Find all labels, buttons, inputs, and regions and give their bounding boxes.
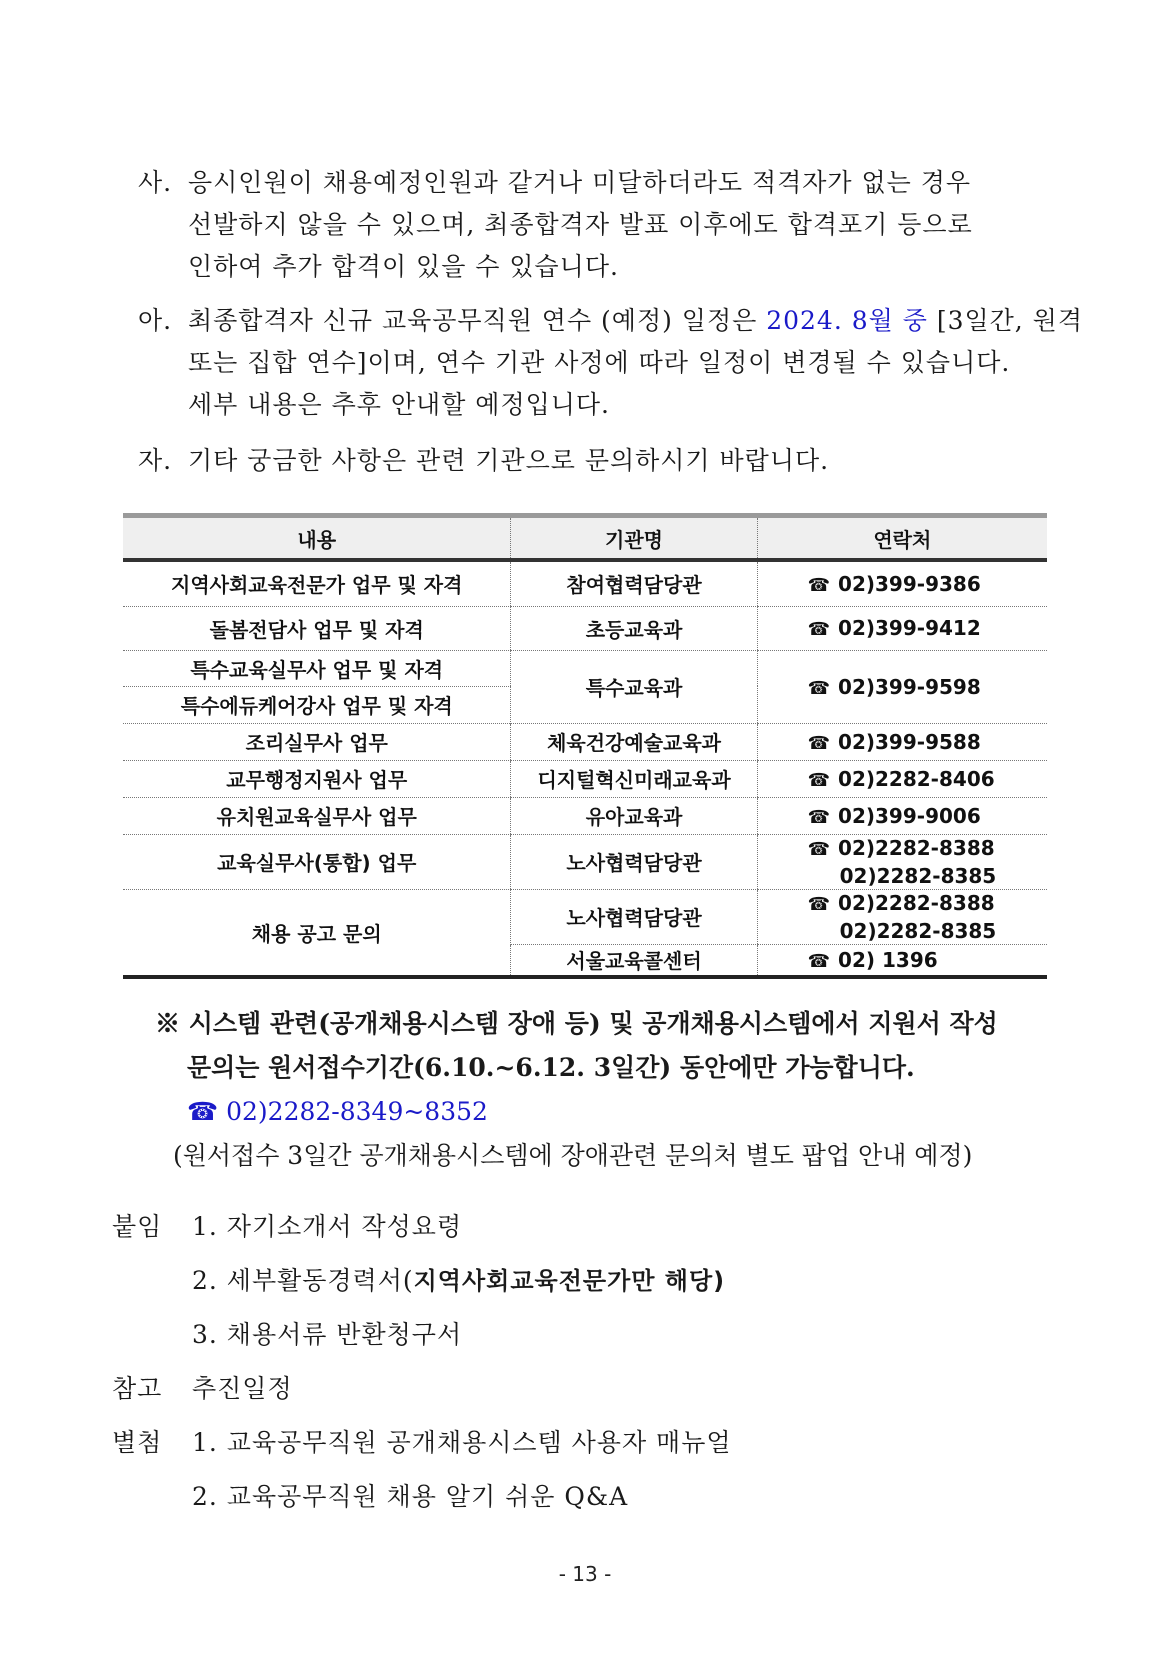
- table-row: [123, 797, 1047, 834]
- cell-agency: 체육건강예술교육과: [511, 723, 757, 760]
- cell-agency: 특수교육과: [511, 650, 757, 723]
- phone-icon: ☎: [807, 769, 831, 791]
- cell-content: 지역사회교육전문가 업무 및 자격: [123, 560, 511, 606]
- cell-agency: 노사협력담당관: [511, 889, 757, 944]
- cell-agency: 노사협력담당관: [511, 834, 757, 889]
- cell-phone: [757, 834, 1047, 889]
- paragraph-text: 또는 집합 연수]이며, 연수 기관 사정에 따라 일정이 변경될 수 있습니다.: [188, 348, 1011, 377]
- table-row: [123, 650, 1047, 686]
- cell-phone: [757, 797, 1047, 834]
- reference-label: 참고: [112, 1374, 163, 1403]
- cell-phone: [757, 560, 1047, 606]
- phone-number: 02)2282-8385: [839, 863, 997, 888]
- page-number: - 13 -: [558, 1562, 612, 1586]
- reference-item: 추진일정: [192, 1374, 293, 1403]
- attach-item-note: 지역사회교육전문가만 해당): [413, 1267, 726, 1295]
- phone-icon: ☎: [187, 1097, 219, 1126]
- cell-agency: 서울교육콜센터: [511, 944, 757, 977]
- table-row: [123, 760, 1047, 797]
- attachments: [112, 1200, 732, 1524]
- phone-number: 02)399-9598: [838, 674, 981, 699]
- paragraph-text: 인하여 추가 합격이 있을 수 있습니다.: [188, 252, 619, 281]
- list-marker: 사.: [138, 168, 173, 197]
- phone-number: 02) 1396: [838, 947, 938, 972]
- phone-icon: ☎: [807, 732, 831, 754]
- phone-number: 02)399-9386: [838, 571, 981, 596]
- phone-icon: ☎: [807, 619, 831, 640]
- header-content: 내용: [123, 516, 511, 561]
- cell-content: 돌봄전담사 업무 및 자격: [123, 606, 511, 650]
- phone-icon: ☎: [807, 677, 831, 699]
- cell-phone: [757, 723, 1047, 760]
- paragraph-text: 최종합격자 신규 교육공무직원 연수 (예정) 일정은: [188, 306, 767, 335]
- header-agency: 기관명: [511, 516, 757, 561]
- note-phone: 02)2282-8349~8352: [226, 1097, 488, 1126]
- cell-phone: [757, 606, 1047, 650]
- table-row: [123, 723, 1047, 760]
- system-note: [155, 1002, 1075, 1178]
- paragraph-text: 기타 궁금한 사항은 관련 기관으로 문의하시기 바랍니다.: [188, 446, 830, 475]
- attach-item: 1. 자기소개서 작성요령: [192, 1212, 463, 1241]
- cell-phone: [757, 889, 1047, 944]
- note-text: (원서접수 3일간 공개채용시스템에 장애관련 문의처 별도 팝업 안내 예정): [173, 1141, 973, 1170]
- enclosure-item: 2. 교육공무직원 채용 알기 쉬운 Q&A: [192, 1482, 629, 1511]
- table-header-row: [123, 516, 1047, 561]
- paragraph-a: [138, 300, 1083, 426]
- phone-icon: ☎: [807, 893, 831, 915]
- cell-content: 교육실무사(통합) 업무: [123, 834, 511, 889]
- cell-agency: 유아교육과: [511, 797, 757, 834]
- enclosure-item: 1. 교육공무직원 공개채용시스템 사용자 매뉴얼: [192, 1428, 732, 1457]
- cell-content: 특수에듀케어강사 업무 및 자격: [123, 686, 511, 723]
- enclosure-label: 별첨: [112, 1428, 163, 1457]
- phone-icon: ☎: [807, 838, 831, 860]
- cell-agency: 디지털혁신미래교육과: [511, 760, 757, 797]
- note-text: 문의는 원서접수기간(6.10.~6.12. 3일간) 동안에만 가능합니다.: [187, 1053, 915, 1082]
- list-marker: 아.: [138, 306, 173, 335]
- table-row: [123, 560, 1047, 606]
- paragraph-ja: [138, 440, 1058, 482]
- attach-label: 붙임: [112, 1212, 163, 1241]
- attach-item: 2. 세부활동경력서(: [192, 1266, 414, 1295]
- highlighted-date: 2024. 8월 중: [766, 306, 928, 335]
- phone-number: 02)399-9412: [838, 616, 981, 640]
- cell-content: 특수교육실무사 업무 및 자격: [123, 650, 511, 686]
- paragraph-sa: [138, 162, 1058, 288]
- cell-content: 유치원교육실무사 업무: [123, 797, 511, 834]
- phone-number: 02)399-9006: [838, 803, 981, 828]
- phone-icon: ☎: [807, 806, 831, 828]
- paragraph-text: 세부 내용은 추후 안내할 예정입니다.: [188, 390, 610, 419]
- phone-number: 02)399-9588: [838, 729, 981, 754]
- cell-agency: 초등교육과: [511, 606, 757, 650]
- cell-phone: [757, 760, 1047, 797]
- cell-agency: 참여협력담당관: [511, 560, 757, 606]
- contact-table: [123, 513, 1047, 979]
- cell-content: 조리실무사 업무: [123, 723, 511, 760]
- table-row: [123, 606, 1047, 650]
- phone-number: 02)2282-8406: [838, 766, 995, 791]
- cell-content: 교무행정지원사 업무: [123, 760, 511, 797]
- note-text: 시스템 관련(공개채용시스템 장애 등) 및 공개채용시스템에서 지원서 작성: [188, 1009, 998, 1038]
- header-contact: 연락처: [757, 516, 1047, 561]
- phone-icon: ☎: [807, 574, 831, 596]
- phone-icon: ☎: [807, 950, 831, 972]
- phone-number: 02)2282-8385: [839, 918, 997, 943]
- table-row: [123, 889, 1047, 944]
- attach-item: 3. 채용서류 반환청구서: [192, 1320, 463, 1349]
- phone-number: 02)2282-8388: [838, 835, 995, 860]
- paragraph-text: 선발하지 않을 수 있으며, 최종합격자 발표 이후에도 합격포기 등으로: [188, 210, 973, 239]
- cell-phone: [757, 944, 1047, 977]
- cell-phone: [757, 650, 1047, 723]
- cell-content: 채용 공고 문의: [123, 889, 511, 977]
- table-row: [123, 834, 1047, 889]
- paragraph-text: 응시인원이 채용예정인원과 같거나 미달하더라도 적격자가 없는 경우: [188, 168, 972, 197]
- list-marker: 자.: [138, 446, 173, 475]
- paragraph-text: [3일간, 원격: [927, 306, 1083, 335]
- reference-mark: ※: [155, 1009, 181, 1038]
- phone-number: 02)2282-8388: [838, 890, 995, 915]
